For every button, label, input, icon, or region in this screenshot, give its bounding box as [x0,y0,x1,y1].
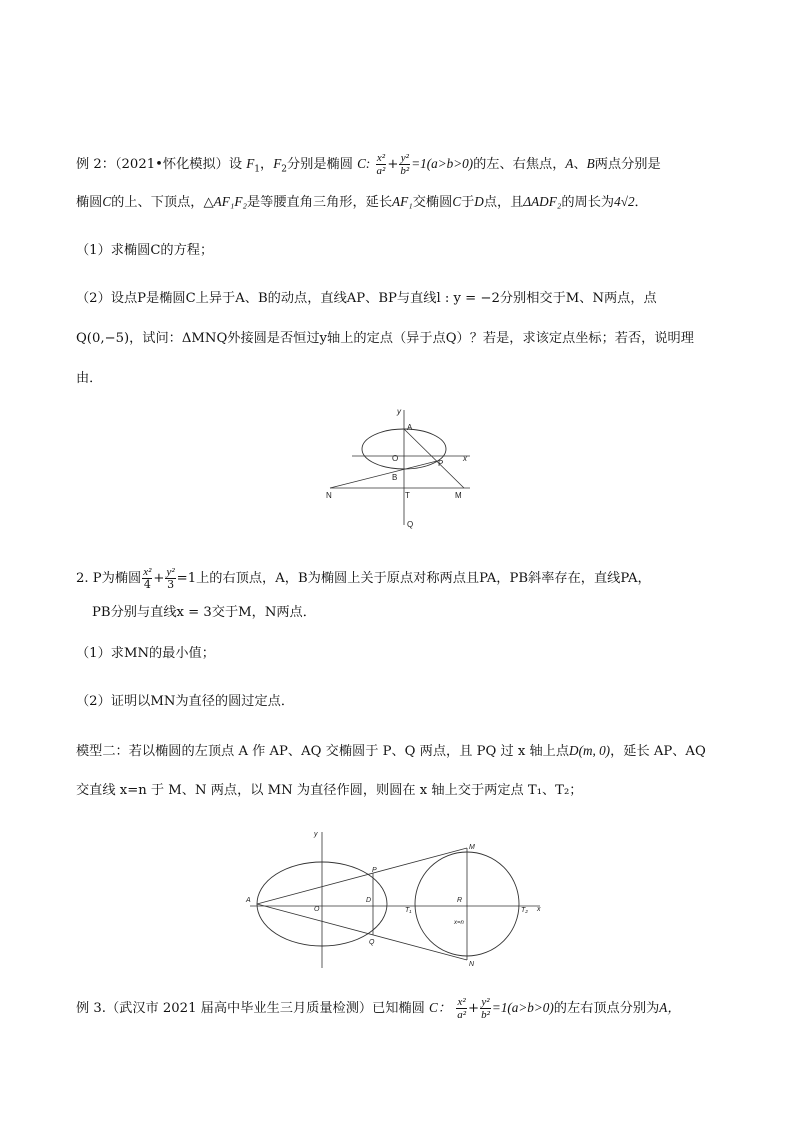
p2-q2: （2）证明以MN为直径的圆过定点． [76,694,295,709]
fig1-label-o: O [392,454,399,463]
ex2-text-2a: 椭圆 [76,195,103,210]
triangle-adf2: ΔADF₂ [523,194,562,209]
ex2-q2-line-2: Q(0,−5)，试问：ΔMNQ外接圆是否恒过y轴上的定点（异于点Q）？若是，求该定点坐标；若否，说明理 [76,331,694,346]
ex3-frac-y: $\frac{\text{y²}}{\text{b²}}$ [481,996,490,1021]
fig2-label-n: N [469,961,475,968]
model2-point-d: D(m, 0) [569,743,611,758]
fig1-label-y: y [397,407,401,416]
p2-q1: （1）求MN的最小值； [76,646,215,661]
fig2-label-t1: T₁ [405,907,412,914]
ex2-line-1: 例 2：（2021•怀化模拟）设 $F_1$，$F_2$分别是椭圆 C: $\frac{\text{x²}}{\text{a²}}$ + $\frac{\text{y²}}{\text{b²}}$ =1(a>b>0)的左、右焦点，A、B两点分别是 [76,152,661,177]
fig2-label-p: P [372,867,377,874]
ex2-text-2e: 于 [461,195,475,210]
fig2-label-a: A [246,897,251,904]
fig1-label-q: Q [407,520,414,529]
fig2-line-an [257,904,467,960]
fig2-line-am [257,848,467,904]
fig1-label-n: N [326,491,332,500]
ex2-q2-line-1: （2）设点P是椭圆C上异于A、B的动点，直线AP、BP与直线l : y = −2分别相交于M、N两点，点 [76,291,657,306]
p2-text-a: P为椭圆 [92,571,142,586]
focus-f2: F [273,156,282,171]
model2-text-c: ，延长 AP、AQ [610,744,706,759]
ellipse-name: C: [357,156,371,171]
point-a: A [565,156,574,171]
focus-f1: F [246,156,255,171]
fig1-label-b: B [392,473,398,482]
fig1-label-m: M [455,491,462,500]
point-d: D [474,194,484,209]
ex2-q2-line-3: 由． [76,371,103,386]
fig2-label-x: x [537,906,541,913]
segment-af1: AF₁ [392,194,413,209]
ellipse-c: C [102,194,112,209]
ex2-text-b: 分别是椭圆 [287,157,353,172]
ex3-text-a: 例 3.（武汉市 2021 届高中毕业生三月质量检测）已知椭圆 [76,1001,425,1016]
triangle-af1f2: AF₁F₂ [213,194,247,209]
ex2-text-2b: 的上、下顶点，△ [111,195,214,210]
ellipse-condition: =1(a>b>0) [411,156,474,171]
fig2-label-xn: x=n [454,920,464,926]
p2-line-1: 2. P为椭圆 $\frac{\text{x²}}{4}$ + $\frac{\text{y²}}{3}$ =1上的右顶点，A，B为椭圆上关于原点对称两点且PA，PB斜率存在，直线PA， [76,566,651,591]
ellipse-c-2: C [452,194,462,209]
ex3-condition: =1(a>b>0) [491,1000,554,1015]
ex2-text-2c: 是等腰直角三角形，延长 [246,195,393,210]
fig1-label-t: T [405,491,410,500]
point-b: B [586,156,595,171]
ex3-point-a: A， [659,1000,681,1015]
ex3-ellipse-c: C： [429,1000,452,1015]
fig1-label-a: A [407,423,413,432]
model2-text-a: 模型二：若以椭圆的左顶点 A 作 AP、AQ 交椭圆于 P、Q 两点，且 PQ 过 x 轴上点 [76,744,570,759]
frac-y: $\frac{\text{y²}}{\text{b²}}$ [400,152,410,177]
ex2-text-2f: 点，且 [483,195,524,210]
ex2-text-2d: 交椭圆 [412,195,453,210]
ex3-text-b: 的左右顶点分别为 [553,1001,660,1016]
ex2-text-2g: 的周长为 [561,195,615,210]
fig2-label-d: D [366,897,372,904]
p2-frac-y: $\frac{\text{y²}}{3}$ [166,566,175,591]
p2-line-2: PB分别与直线x = 3交于M，N两点． [92,605,316,620]
p2-text-c: =1上的右顶点，A，B为椭圆上关于原点对称两点且PA，PB斜率存在，直线PA， [176,571,651,586]
ex2-q1: （1）求椭圆C的方程； [76,243,214,258]
fig2-label-r: R [457,897,463,904]
model2-line-2: 交直线 x=n 于 M、N 两点，以 MN 为直径作圆，则圆在 x 轴上交于两定点 T₁、T₂； [76,783,583,798]
fig2-label-m: M [469,844,475,851]
fig2-label-t2: T₂ [521,907,528,914]
fig2-label-q: Q [369,939,375,946]
p2-frac-x: $\frac{\text{x²}}{4}$ [143,566,152,591]
p2-number: 2. [76,571,89,586]
ex2-intro: 例 2：（2021•怀化模拟）设 [76,157,243,172]
ex2-text-d: 两点分别是 [594,157,661,172]
ex3-line-1: 例 3.（武汉市 2021 届高中毕业生三月质量检测）已知椭圆 C： $\frac{\text{x²}}{\text{a²}}$ + $\frac{\text{y²}}{\text{b²}}$ =1(a>b>0)的左右顶点分别为A， [76,996,681,1021]
fig1-label-x: x [463,454,467,463]
ex2-line-2: 椭圆C的上、下顶点，△AF₁F₂是等腰直角三角形，延长AF₁交椭圆C于D点，且ΔADF₂的周长为4√2． [76,194,648,210]
fig1-label-p: P [438,459,444,468]
fig2-label-y: y [314,831,318,838]
frac-x: $\frac{\text{x²}}{\text{a²}}$ [376,152,386,177]
ex3-frac-x: $\frac{\text{x²}}{\text{a²}}$ [457,996,467,1021]
fig2-label-o: O [314,906,320,913]
perimeter-value: 4√2 [614,194,635,209]
ex2-text-c: 的左、右焦点， [473,157,566,172]
